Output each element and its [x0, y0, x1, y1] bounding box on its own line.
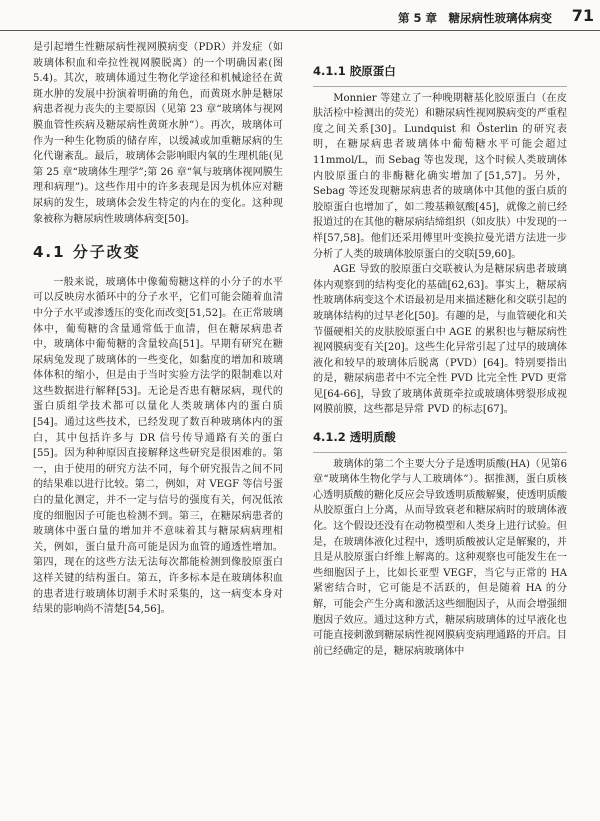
intro-paragraph: 是引起增生性糖尿病性视网膜病变（PDR）并发症（如玻璃体积血和牵拉性视网膜脱离）的一个明确因素(图 5.4)。其次，玻璃体通过生物化学途径和机械途径在黄斑水肿的发展中扮演着明确的角色，而黄斑水肿是糖尿病患者视力丧失的主要原因（见第 23 章“玻璃体与视网膜血管性疾病及糖尿病性黄斑水肿”）。再次，玻璃体可作为一种生化物质的储存库，以缓减或加重糖尿病的生化代谢紊乱。最后，玻璃体会影响眼内氧的生理机能(见第 25 章“玻璃体生理学”;第 26 章“氧与玻璃体视网膜生理和病理”)。这些作用中的许多表现是因为机体应对糖尿病的发生，玻璃体会发生特定的内在的变化。这种现象被称为糖尿病性玻璃体病变[50]。 — [33, 42, 283, 225]
chapter-title: 第 5 章 糖尿病性玻璃体病变 — [397, 11, 552, 25]
hyaluronan-paragraph: 玻璃体的第二个主要大分子是透明质酸(HA)（见第6 章“玻璃体生物化学与人工玻璃体”）。据推测，蛋白质核心透明质酸的糖化反应会导致透明质酸解聚，使透明质酸从胶原蛋白上分离，从而导致衰老和糖尿病时的玻璃体液化。这个假设还没有在动物模型和人类身上进行试验。但是，在玻璃体液化过程中，透明质酸被认定是解聚的，并且是从胶原蛋白纤维上解离的。这种观察也可能发生在一些细胞因子上，比如长亚型 VEGF，当它与正常的 HA 紧密结合时，它可能是不活跃的，但是随着 HA 的分解，可能会产生分离和激活这些细胞因子，从而会增强细胞因子效应。通过这种方式，糖尿病玻璃体的过早液化也可能直接刺激到糖尿病性视网膜病变病理通路的开启。目前已经确定的是，糖尿病玻璃体中 — [313, 458, 567, 657]
page-header — [0, 0, 600, 31]
section-paragraph: 一般来说，玻璃体中像葡萄糖这样的小分子的水平可以反映房水循环中的分子水平，它们可能会随着血清中分子水平或渗透压的变化而改变[51,52]。在正常玻璃体中，葡萄糖的含量通常低于血清，但在糖尿病患者中，玻璃体中葡萄糖的含量较高[51]。早期有研究在糖尿病兔发现了玻璃体的一些变化，如黏度的增加和玻璃体体积的缩小，但是由于当时实验方法学的限制难以对这些数据进行解释[53]。无论是否患有糖尿病，现代的蛋白质组学技术都可以量化人类玻璃体内的蛋白质[54]。通过这些技术，已经发现了数百种玻璃体内的蛋白，其中包括许多与 DR 信号传导通路有关的蛋白[55]。因为种种原因直接解释这些研究是很困难的。第一，由于使用的研究方法不同，每个研究报告之间不同的结果难以进行比较。第二，例如，对 VEGF 等信号蛋白的量化测定，并不一定与信号的强度有关，何况低浓度的细胞因子可能也检测不到。第三，在糖尿病患者的玻璃体中蛋白量的增加并不意味着其与糖尿病病理相关，例如，蛋白量升高可能是因为血管的通透性增加。第四，现在的这些方法无法每次都能检测到像胶原蛋白这样关键的结构蛋白。第五，许多标本是在玻璃体积血的患者进行玻璃体切割手术时采集的，这一病变本身对结果的影响尚不清楚[54,56]。 — [33, 276, 283, 616]
subsection-rule — [313, 86, 567, 87]
collagen-paragraph-1: Monnier 等建立了一种晚期糖基化胶原蛋白（在皮肤活检中检测出的荧光）和糖尿病性视网膜病变的严重程度之间关系[30]。Lundquist 和 Österlin 的研究表明，在糖尿病患者玻璃体中葡萄糖水平可能会超过 11mmol/L，而 Sebag 等也发现，这个时候人类玻璃体内胶原蛋白的非酶糖化确实增加了[51,57]。另外，Sebag 等还发现糖尿病患者的玻璃体中其他的蛋白质的胶原蛋白也增加了，如二羧基赖氨酸[45]，就像之前已经报道过的在其他的糖尿病结缔组织（如皮肤）中发现的一样[57,58]。他们还采用傅里叶变换拉曼光谱方法进一步分析了人类的玻璃体胶原蛋白的交联[59,60]。 — [313, 92, 567, 260]
right-column — [313, 64, 567, 659]
page-number: 71 — [571, 6, 594, 25]
left-column — [33, 40, 283, 618]
subsection-heading-hyaluronan: 4.1.2 透明质酸 — [313, 430, 396, 445]
subsection-rule — [313, 452, 567, 453]
subsection-heading-collagen: 4.1.1 胶原蛋白 — [313, 64, 396, 78]
section-heading: 4.1 分子改变 — [33, 243, 141, 262]
collagen-paragraph-2: AGE 导致的胶原蛋白交联被认为是糖尿病患者玻璃体内观察到的结构变化的基础[62,63]。事实上，糖尿病性玻璃体病变这个术语最初是用来描述糖化和交联引起的玻璃体结构的过早老化[50]。有趣的是，与血管硬化和关节僵硬相关的皮肤胶原蛋白中 AGE 的累积也与糖尿病性视网膜病变有关[20]。这些生化异常引起了过早的玻璃体液化和较早的玻璃体后脱离（PVD）[64]。特别要指出的是，糖尿病患者中不完全性 PVD 比完全性 PVD 更常见[64-66]，导致了玻璃体黄斑牵拉或玻璃体劈裂形成视网膜前膜，这些都是异常 PVD 的标志[67]。 — [313, 264, 567, 416]
